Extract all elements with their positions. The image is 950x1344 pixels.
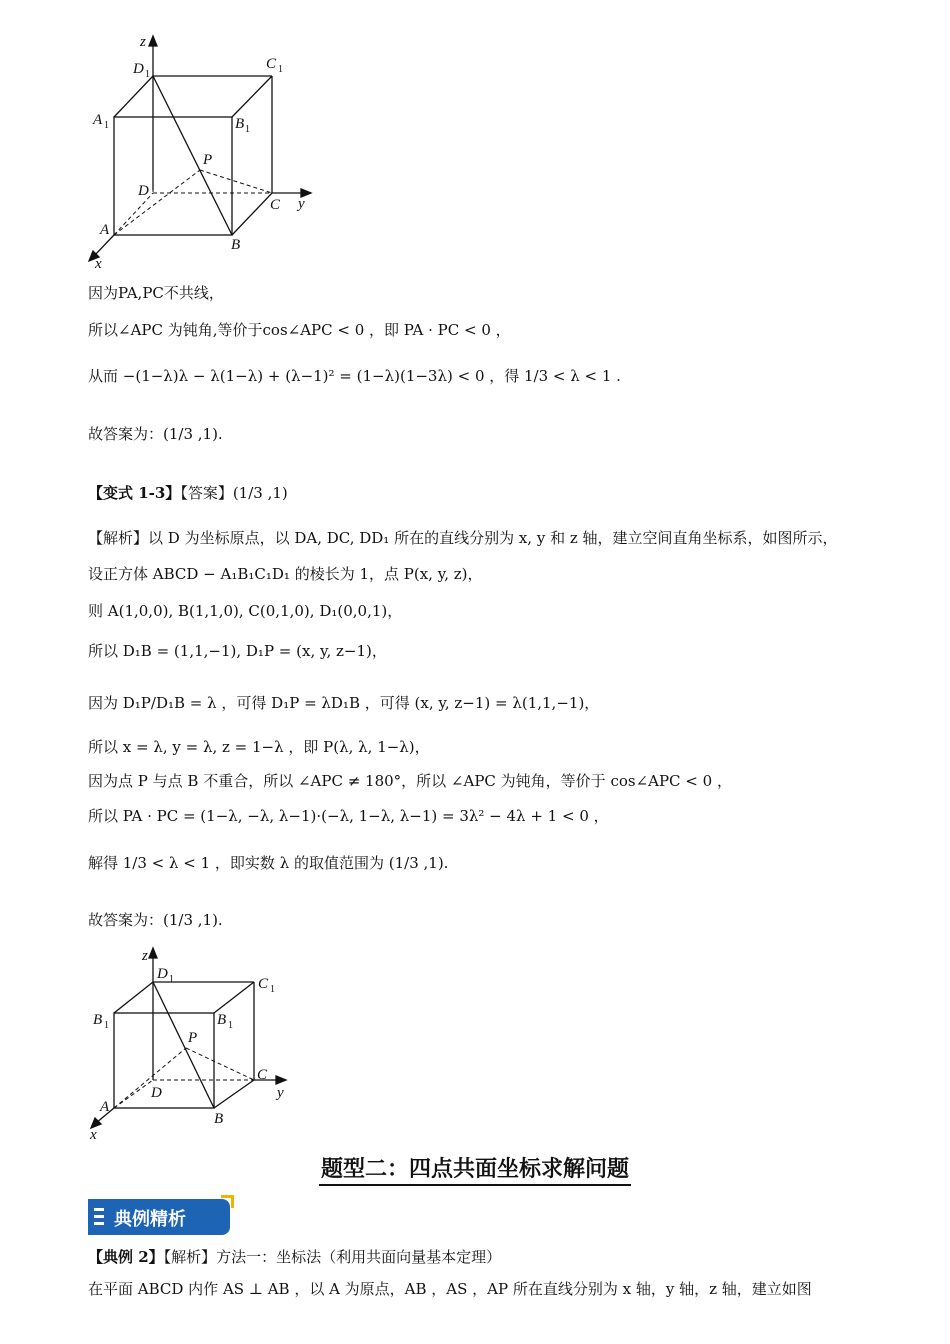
example-2-line	[88, 1247, 501, 1267]
svg-text:1: 1	[228, 1020, 233, 1031]
fig2-label-z: z	[142, 948, 148, 964]
fig1-label-C: C	[270, 197, 281, 213]
fig2-label-B1-left: B	[93, 1012, 103, 1028]
text-line-7: 设正方体 ABCD − A₁B₁C₁D₁ 的棱长为 1，点 P(x, y, z)，	[88, 565, 483, 583]
svg-text:1: 1	[145, 69, 150, 80]
text-line-13: 所以 PA · PC = (1−λ, −λ, λ−1)·(−λ, 1−λ, λ−1) = 3λ² − 4λ + 1 < 0 ，	[88, 807, 609, 825]
fig1-label-A1: A	[93, 112, 103, 128]
example-head: 【典例 2】	[88, 1248, 164, 1266]
text-line-1: 因为PA,PC不共线，	[88, 284, 224, 302]
text-line-9: 所以 D₁B = (1,1,−1), D₁P = (x, y, z−1)，	[88, 642, 387, 660]
cube-figure-2	[80, 940, 310, 1145]
fig1-label-B1: B	[235, 116, 245, 132]
svg-text:1: 1	[169, 974, 174, 985]
fig1-label-C1: C	[266, 56, 277, 72]
example-banner	[88, 1199, 230, 1235]
fig2-label-y: y	[277, 1085, 284, 1101]
svg-text:1: 1	[104, 1020, 109, 1031]
text-line-4: 故答案为：(1/3 ,1).	[88, 425, 223, 443]
text-line-14: 解得 1/3 < λ < 1 ，即实数 λ 的取值范围为 (1/3 ,1).	[88, 854, 449, 872]
fig2-label-B1-right: B	[217, 1012, 227, 1028]
cube-figure-1	[80, 28, 330, 273]
fig1-label-D1: D	[133, 61, 144, 77]
fig1-label-D: D	[138, 183, 149, 199]
example-method: 【解析】方法一：坐标法（利用共面向量基本定理）	[163, 1248, 502, 1266]
fig1-label-y: y	[298, 196, 305, 212]
text-line-17: 在平面 ABCD 内作 AS ⊥ AB ，以 A 为原点，AB ，AS ，AP 所在直线分别为 x 轴，y 轴，z 轴，建立如图	[88, 1280, 812, 1298]
fig2-label-B: B	[214, 1111, 224, 1127]
fig2-label-D: D	[151, 1085, 162, 1101]
text-line-10: 因为 D₁P/D₁B = λ ，可得 D₁P = λD₁B ，可得 (x, y, z−1) = λ(1,1,−1)，	[88, 694, 600, 712]
variant-answer: 【答案】(1/3 ,1)	[180, 484, 288, 502]
fig2-label-x: x	[90, 1127, 97, 1143]
text-line-12: 因为点 P 与点 B 不重合，所以 ∠APC ≠ 180°，所以 ∠APC 为钝角，等价于 cos∠APC < 0 ，	[88, 772, 732, 790]
variant-1-3-line	[88, 483, 288, 503]
svg-text:1: 1	[245, 124, 250, 135]
text-line-3: 从而 −(1−λ)λ − λ(1−λ) + (λ−1)² = (1−λ)(1−3λ) < 0 ，得 1/3 < λ < 1 .	[88, 367, 621, 385]
fig1-label-B: B	[231, 237, 241, 253]
fig1-label-x: x	[95, 256, 102, 272]
menu-lines-icon	[94, 1208, 104, 1226]
banner-label: 典例精析	[114, 1209, 186, 1230]
variant-head: 【变式 1-3】	[88, 484, 181, 502]
fig2-label-A: A	[100, 1099, 110, 1115]
fig2-label-P: P	[188, 1030, 198, 1046]
fig1-label-P: P	[203, 152, 213, 168]
text-line-2: 所以∠APC 为钝角,等价于cos∠APC < 0 ，即 PA · PC < 0 ，	[88, 321, 511, 339]
text-line-15: 故答案为：(1/3 ,1).	[88, 911, 223, 929]
corner-accent	[221, 1195, 234, 1208]
text-line-11: 所以 x = λ, y = λ, z = 1−λ ，即 P(λ, λ, 1−λ)，	[88, 738, 430, 756]
svg-text:1: 1	[278, 64, 283, 75]
text-line-8: 则 A(1,0,0), B(1,1,0), C(0,1,0), D₁(0,0,1)，	[88, 602, 403, 620]
fig2-label-D1: D	[157, 966, 168, 982]
fig1-label-z: z	[140, 34, 146, 50]
section-title: 题型二：四点共面坐标求解问题	[0, 1152, 950, 1183]
fig2-label-C1: C	[258, 976, 269, 992]
text-line-6: 【解析】以 D 为坐标原点，以 DA, DC, DD₁ 所在的直线分别为 x, y 和 z 轴，建立空间直角坐标系，如图所示，	[88, 529, 838, 547]
svg-text:1: 1	[104, 120, 109, 131]
fig1-label-A: A	[100, 222, 110, 238]
svg-text:1: 1	[270, 984, 275, 995]
fig2-label-C: C	[257, 1067, 268, 1083]
